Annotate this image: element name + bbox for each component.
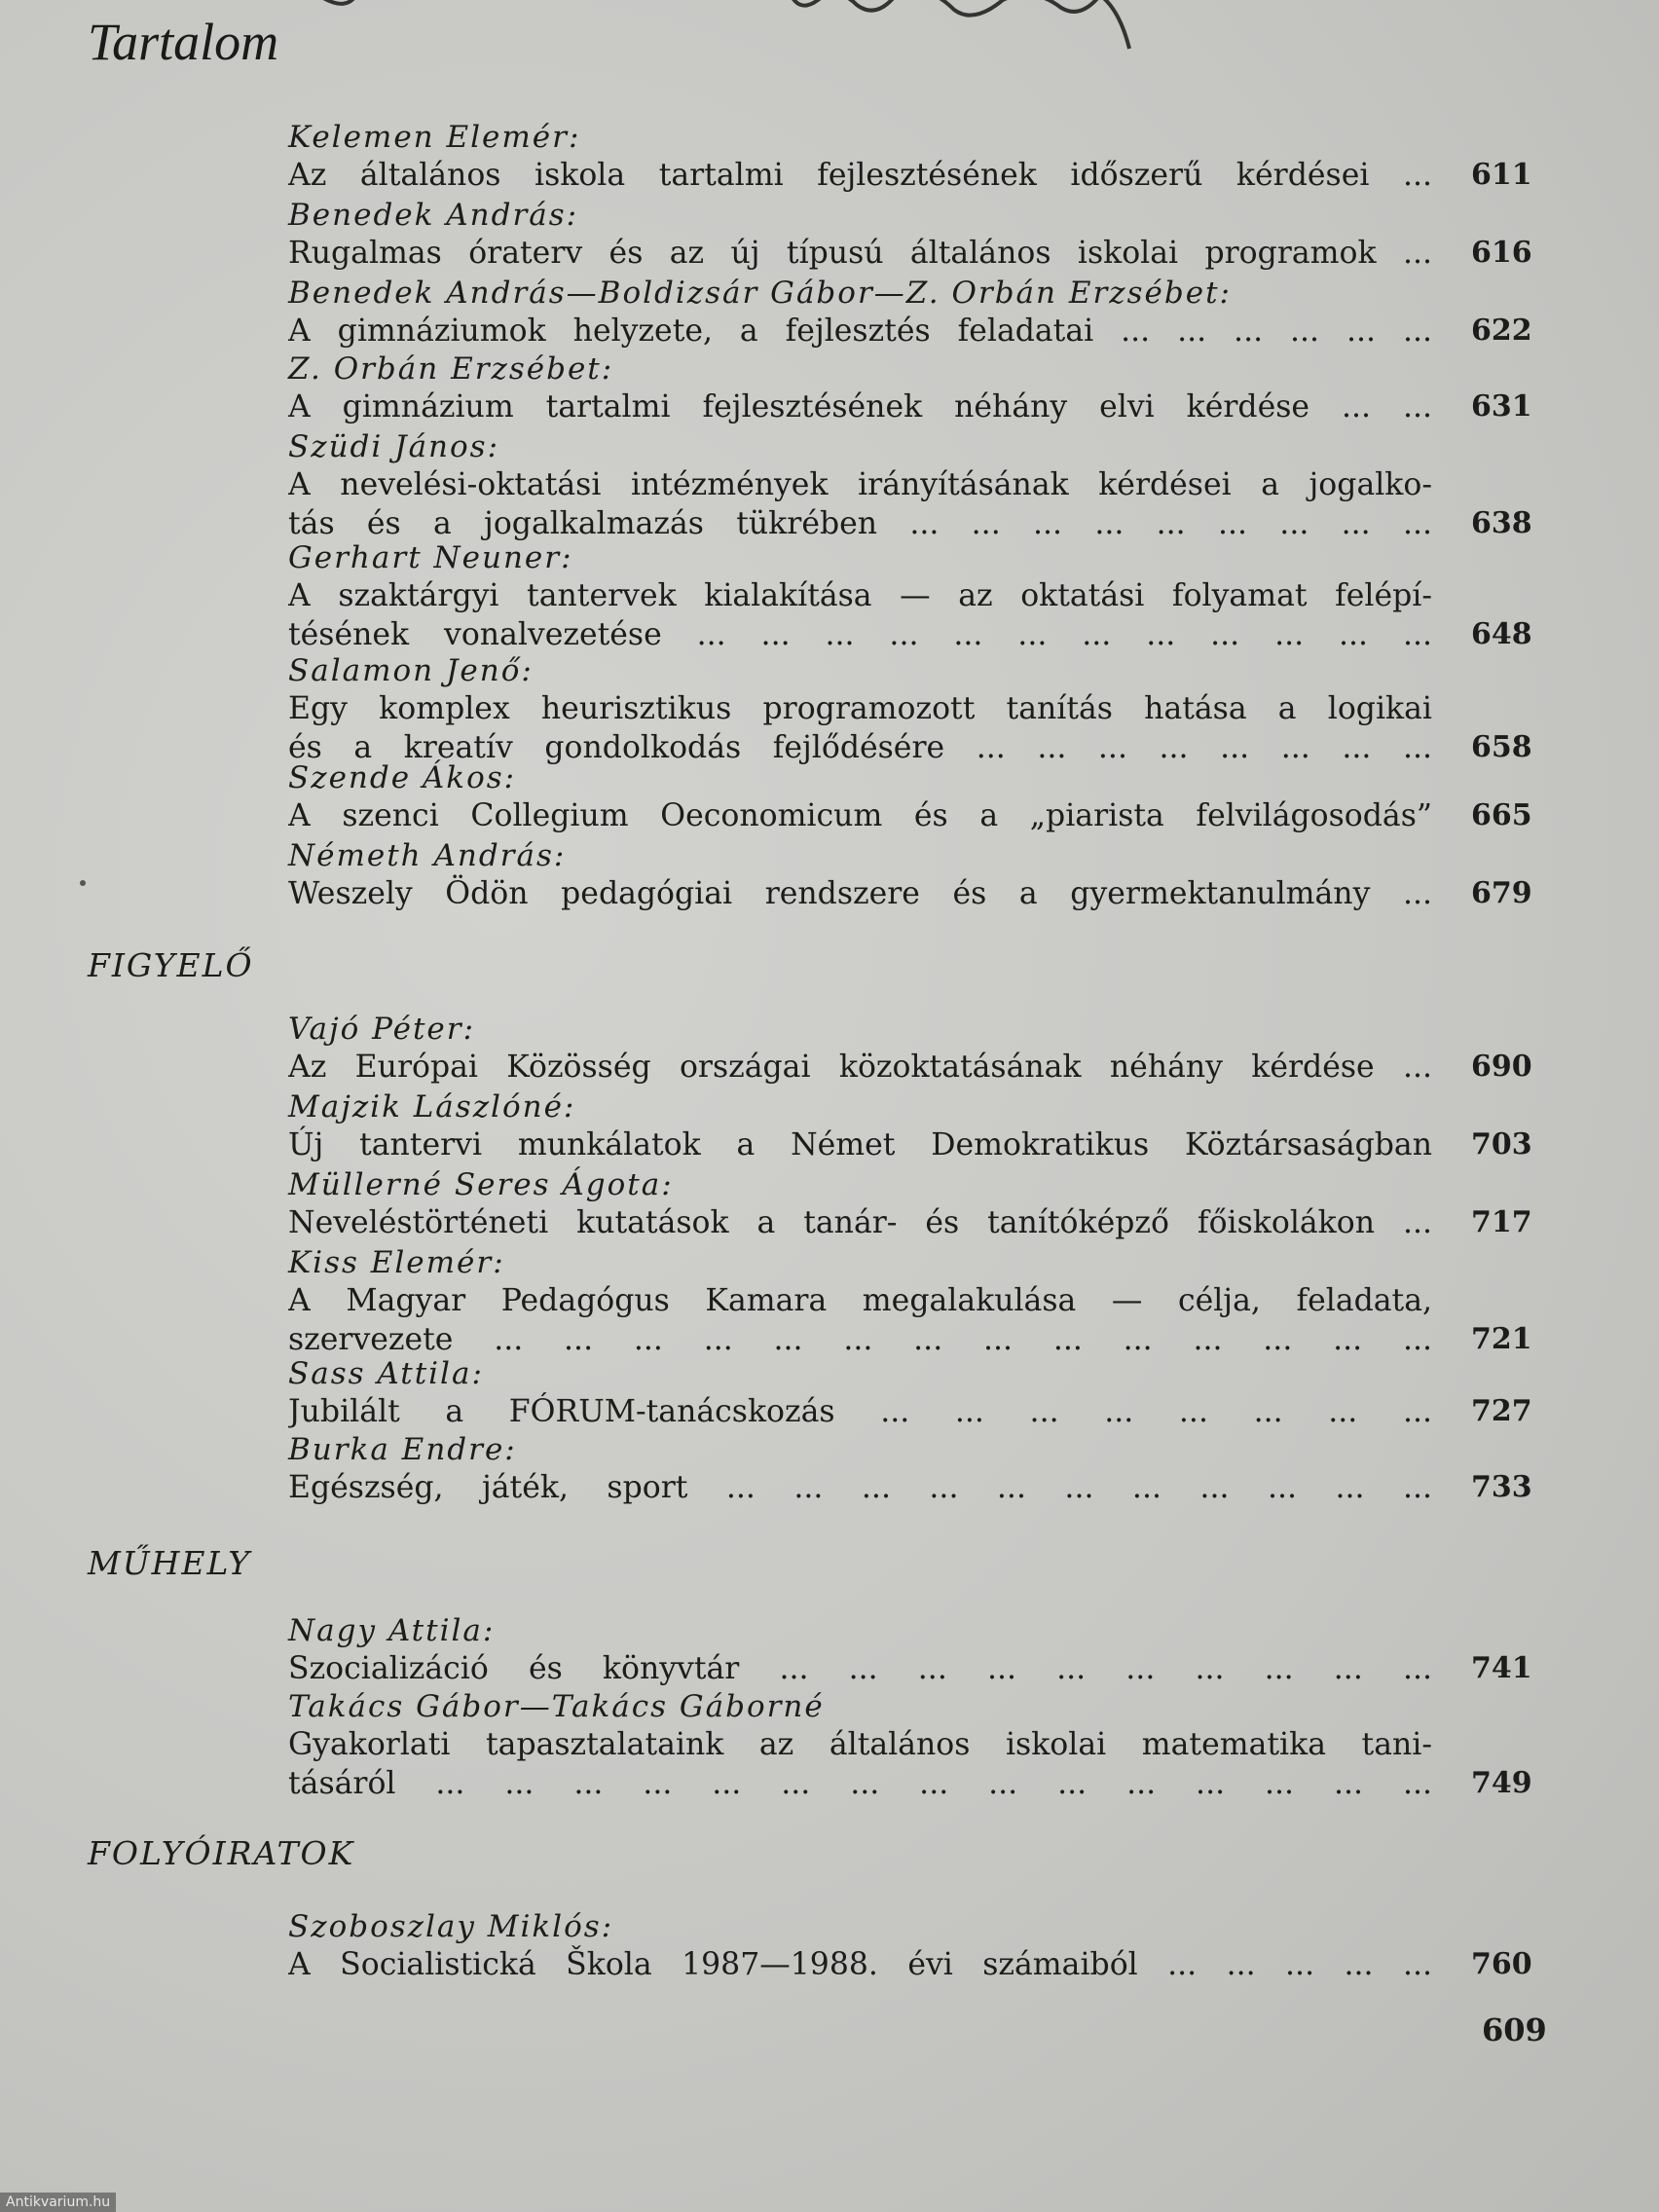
entry-title-line: Új tantervi munkálatok a Német Demokratikus Köztársaságban: [288, 1127, 1432, 1162]
handwritten-scribble: [292, 0, 1314, 88]
entry-author: Benedek András:: [288, 198, 579, 233]
entry-title-line: Egy komplex heurisztikus programozott tanítás hatása a logikai: [288, 691, 1432, 726]
entry-author: Szüdi János:: [288, 429, 500, 464]
entry-page-number: 703: [1471, 1127, 1532, 1161]
page-folio: 609: [1482, 2011, 1547, 2048]
entry-title-line: Weszely Ödön pedagógiai rendszere és a gyermektanulmány ...: [288, 876, 1432, 911]
toc-entry[interactable]: [288, 652, 1532, 767]
entry-title-line: Jubilált a FÓRUM-tanácskozás ... ... ... ... ... ... ... ...: [288, 1394, 1432, 1429]
toc-entry[interactable]: [288, 1244, 1532, 1359]
toc-entry[interactable]: [288, 1088, 1532, 1164]
toc-entry[interactable]: [288, 1355, 1532, 1431]
entry-page-number: 727: [1471, 1394, 1532, 1428]
entry-title-line: szervezete ... ... ... ... ... ... ... ... ... ... ... ... ... ...: [288, 1322, 1432, 1357]
entry-title-line: Az általános iskola tartalmi fejlesztésének időszerű kérdései ...: [288, 158, 1432, 193]
toc-entry[interactable]: [288, 1431, 1532, 1507]
paper-speck: [80, 880, 86, 886]
entry-title-line: Egészség, játék, sport ... ... ... ... ... ... ... ... ... ... ...: [288, 1470, 1432, 1505]
entry-author: Vajó Péter:: [288, 1012, 476, 1047]
entry-title-line: Rugalmas óraterv és az új típusú általános iskolai programok ...: [288, 236, 1432, 271]
entry-title-line: A szaktárgyi tantervek kialakítása — az oktatási folyamat felépí-: [288, 578, 1432, 613]
toc-entry[interactable]: [288, 350, 1532, 426]
entry-page-number: 733: [1471, 1470, 1532, 1504]
entry-author: Kelemen Elemér:: [288, 120, 581, 155]
entry-author: Majzik Lászlóné:: [288, 1089, 576, 1124]
entry-author: Salamon Jenő:: [288, 653, 534, 688]
entry-page-number: 611: [1471, 158, 1532, 192]
entry-author: Németh András:: [288, 838, 567, 873]
entry-title-line: A gimnázium tartalmi fejlesztésének néhány elvi kérdése ... ...: [288, 389, 1432, 424]
entry-author: Sass Attila:: [288, 1356, 484, 1391]
entry-page-number: 679: [1471, 876, 1532, 910]
toc-entry[interactable]: [288, 1166, 1532, 1242]
entry-page-number: 658: [1471, 730, 1532, 764]
entry-title-line: tásáról ... ... ... ... ... ... ... ... ... ... ... ... ... ... ...: [288, 1766, 1432, 1801]
entry-author: Müllerné Seres Ágota:: [288, 1167, 674, 1202]
entry-author: Takács Gábor—Takács Gáborné: [288, 1689, 825, 1724]
entry-title-line: tésének vonalvezetése ... ... ... ... ... ... ... ... ... ... ... ...: [288, 617, 1432, 652]
entry-title-line: Az Európai Közösség országai közoktatásának néhány kérdése ...: [288, 1050, 1432, 1085]
entry-author: Benedek András—Boldizsár Gábor—Z. Orbán Erzsébet:: [288, 276, 1232, 311]
toc-entry[interactable]: [288, 837, 1532, 913]
toc-entry[interactable]: [288, 1011, 1532, 1087]
entry-title-line: Neveléstörténeti kutatások a tanár- és tanítóképző főiskolákon ...: [288, 1205, 1432, 1240]
entry-page-number: 631: [1471, 389, 1532, 424]
entry-page-number: 638: [1471, 506, 1532, 540]
watermark: Antikvarium.hu: [0, 2193, 116, 2212]
toc-entry[interactable]: [288, 759, 1532, 835]
entry-page-number: 648: [1471, 617, 1532, 651]
entry-page-number: 690: [1471, 1050, 1532, 1084]
entry-title-line: Gyakorlati tapasztalataink az általános iskolai matematika tani-: [288, 1727, 1432, 1762]
entry-author: Z. Orbán Erzsébet:: [288, 351, 614, 387]
entry-title-line: A Socialistická Škola 1987—1988. évi számaiból ... ... ... ... ...: [288, 1947, 1432, 1982]
toc-entry[interactable]: [288, 1908, 1532, 1984]
entry-title-line: Szocializáció és könyvtár ... ... ... ... ... ... ... ... ... ...: [288, 1651, 1432, 1686]
toc-entry[interactable]: [288, 197, 1532, 273]
section-label: MŰHELY: [88, 1544, 252, 1582]
toc-entry[interactable]: [288, 428, 1532, 543]
entry-author: Gerhart Neuner:: [288, 540, 573, 575]
entry-title-line: és a kreatív gondolkodás fejlődésére ... ... ... ... ... ... ... ...: [288, 730, 1432, 765]
entry-page-number: 721: [1471, 1322, 1532, 1356]
entry-author: Szende Ákos:: [288, 760, 517, 795]
entry-page-number: 665: [1471, 798, 1532, 832]
entry-page-number: 717: [1471, 1205, 1532, 1239]
section-label: FIGYELŐ: [88, 946, 254, 984]
entry-author: Szoboszlay Miklós:: [288, 1909, 614, 1944]
toc-entry[interactable]: [288, 1688, 1532, 1803]
entry-page-number: 622: [1471, 313, 1532, 348]
entry-page-number: 616: [1471, 236, 1532, 270]
entry-author: Nagy Attila:: [288, 1613, 496, 1648]
section-label: FOLYÓIRATOK: [88, 1834, 355, 1872]
toc-entry[interactable]: [288, 1612, 1532, 1688]
page-title: Tartalom: [88, 13, 279, 71]
entry-title-line: A gimnáziumok helyzete, a fejlesztés feladatai ... ... ... ... ... ...: [288, 313, 1432, 349]
entry-author: Burka Endre:: [288, 1432, 517, 1467]
toc-entry[interactable]: [288, 539, 1532, 654]
entry-title-line: A szenci Collegium Oeconomicum és a „piarista felvilágosodás”: [288, 798, 1432, 833]
entry-author: Kiss Elemér:: [288, 1245, 505, 1280]
entry-title-line: A nevelési-oktatási intézmények irányításának kérdései a jogalko-: [288, 467, 1432, 502]
entry-page-number: 760: [1471, 1947, 1532, 1981]
entry-page-number: 749: [1471, 1766, 1532, 1800]
toc-entry[interactable]: [288, 275, 1532, 350]
toc-entry[interactable]: [288, 119, 1532, 195]
entry-title-line: A Magyar Pedagógus Kamara megalakulása — célja, feladata,: [288, 1283, 1432, 1318]
entry-title-line: tás és a jogalkalmazás tükrében ... ... ... ... ... ... ... ... ...: [288, 506, 1432, 541]
entry-page-number: 741: [1471, 1651, 1532, 1685]
